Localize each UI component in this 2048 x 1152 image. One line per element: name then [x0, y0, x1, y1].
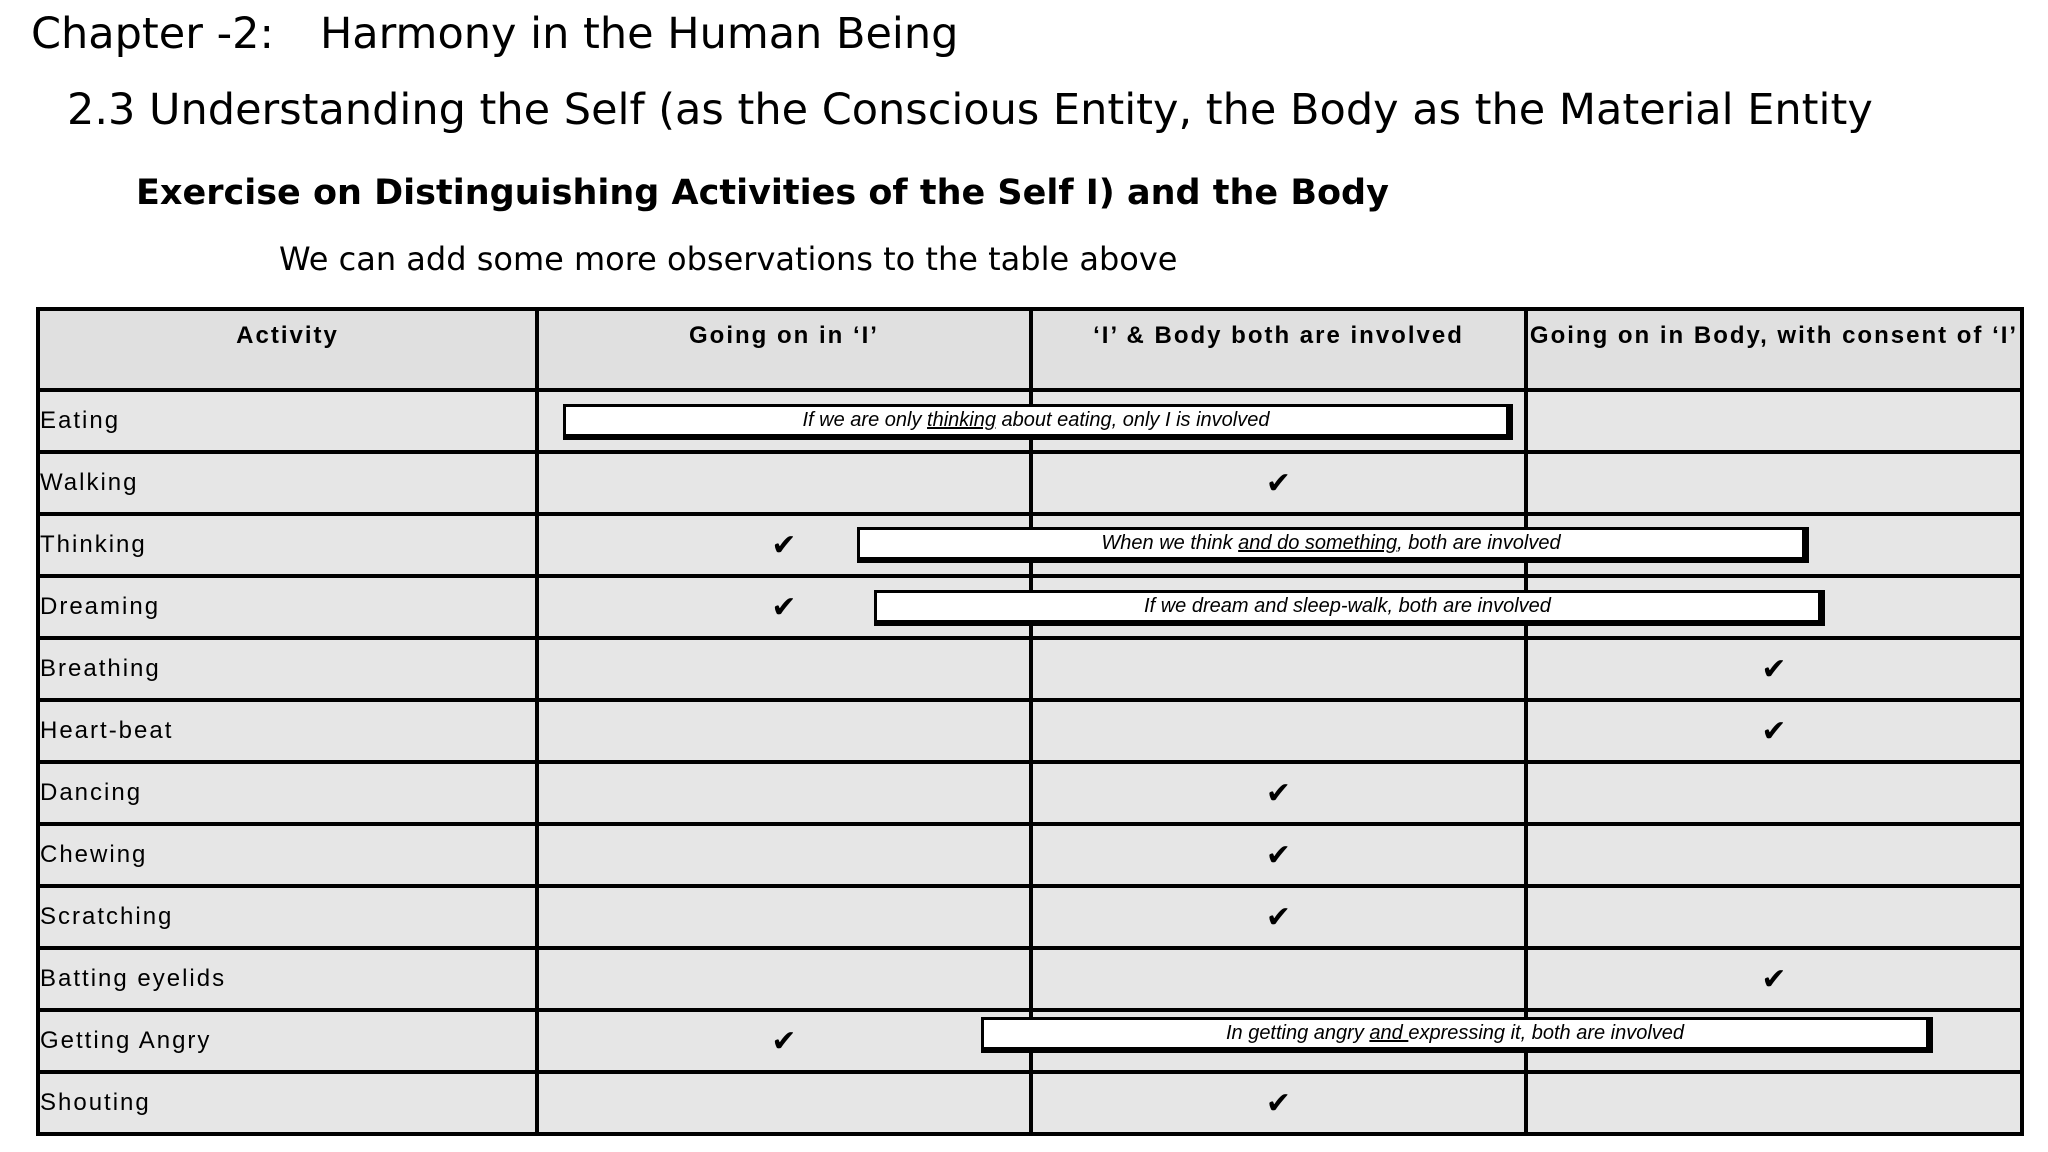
both-cell: ✔: [1031, 452, 1526, 514]
in-i-cell: ✔: [537, 576, 1031, 638]
both-cell: [1031, 700, 1526, 762]
both-cell: [1031, 638, 1526, 700]
in-i-cell: ✔: [537, 514, 1031, 576]
table-row: [38, 762, 2022, 824]
in-i-cell: [537, 700, 1031, 762]
table-row: [38, 886, 2022, 948]
body-cell: ✔: [1526, 948, 2022, 1010]
section-title: 2.3 Understanding the Self (as the Conscious Entity, the Body as the Material Entity: [67, 85, 1873, 135]
column-header-both-involved: ‘I’ & Body both are involved: [1031, 309, 1526, 390]
exercise-heading: Exercise on Distinguishing Activities of the Self I) and the Body: [136, 173, 1389, 213]
table-row: [38, 948, 2022, 1010]
chapter-label: Chapter -2:: [31, 9, 274, 59]
table-row: [38, 700, 2022, 762]
note-dreaming: If we dream and sleep-walk, both are involved: [874, 590, 1825, 626]
body-cell: [1526, 1072, 2022, 1134]
activity-cell: Eating: [38, 390, 537, 452]
in-i-cell: [537, 452, 1031, 514]
activity-cell: Dancing: [38, 762, 537, 824]
table-header-row: [38, 309, 2022, 390]
table-row: [38, 452, 2022, 514]
note-getting-angry: In getting angry and expressing it, both are involved: [981, 1017, 1933, 1053]
activity-cell: Breathing: [38, 638, 537, 700]
body-cell: ✔: [1526, 638, 2022, 700]
note-thinking: When we think and do something, both are involved: [857, 527, 1809, 563]
in-i-cell: [537, 638, 1031, 700]
activity-table-container: [36, 307, 2020, 1136]
activity-cell: Scratching: [38, 886, 537, 948]
activity-cell: Heart-beat: [38, 700, 537, 762]
both-cell: [1031, 948, 1526, 1010]
column-header-going-on-in-i: Going on in ‘I’: [537, 309, 1031, 390]
body-cell: [1526, 762, 2022, 824]
body-cell: [1526, 886, 2022, 948]
slide-title: [31, 4, 958, 64]
body-cell: [1526, 824, 2022, 886]
column-header-going-on-in-body: Going on in Body, with consent of ‘I’: [1526, 309, 2022, 390]
in-i-cell: [537, 762, 1031, 824]
activity-cell: Getting Angry: [38, 1010, 537, 1072]
body-cell: ✔: [1526, 700, 2022, 762]
in-i-cell: [537, 948, 1031, 1010]
chapter-title: Harmony in the Human Being: [319, 9, 959, 59]
column-header-activity: Activity: [38, 309, 537, 390]
activity-cell: Shouting: [38, 1072, 537, 1134]
intro-note: We can add some more observations to the table above: [279, 240, 1178, 278]
activity-cell: Dreaming: [38, 576, 537, 638]
activity-cell: Walking: [38, 452, 537, 514]
in-i-cell: ✔: [537, 1010, 1031, 1072]
both-cell: ✔: [1031, 886, 1526, 948]
both-cell: ✔: [1031, 762, 1526, 824]
body-cell: [1526, 390, 2022, 452]
in-i-cell: [537, 886, 1031, 948]
activity-cell: Thinking: [38, 514, 537, 576]
table-row: [38, 638, 2022, 700]
table-row: [38, 824, 2022, 886]
in-i-cell: [537, 1072, 1031, 1134]
activity-cell: Batting eyelids: [38, 948, 537, 1010]
body-cell: [1526, 452, 2022, 514]
activity-cell: Chewing: [38, 824, 537, 886]
both-cell: ✔: [1031, 1072, 1526, 1134]
table-row: [38, 1072, 2022, 1134]
both-cell: ✔: [1031, 824, 1526, 886]
in-i-cell: [537, 824, 1031, 886]
note-eating: If we are only thinking about eating, only I is involved: [563, 404, 1513, 440]
